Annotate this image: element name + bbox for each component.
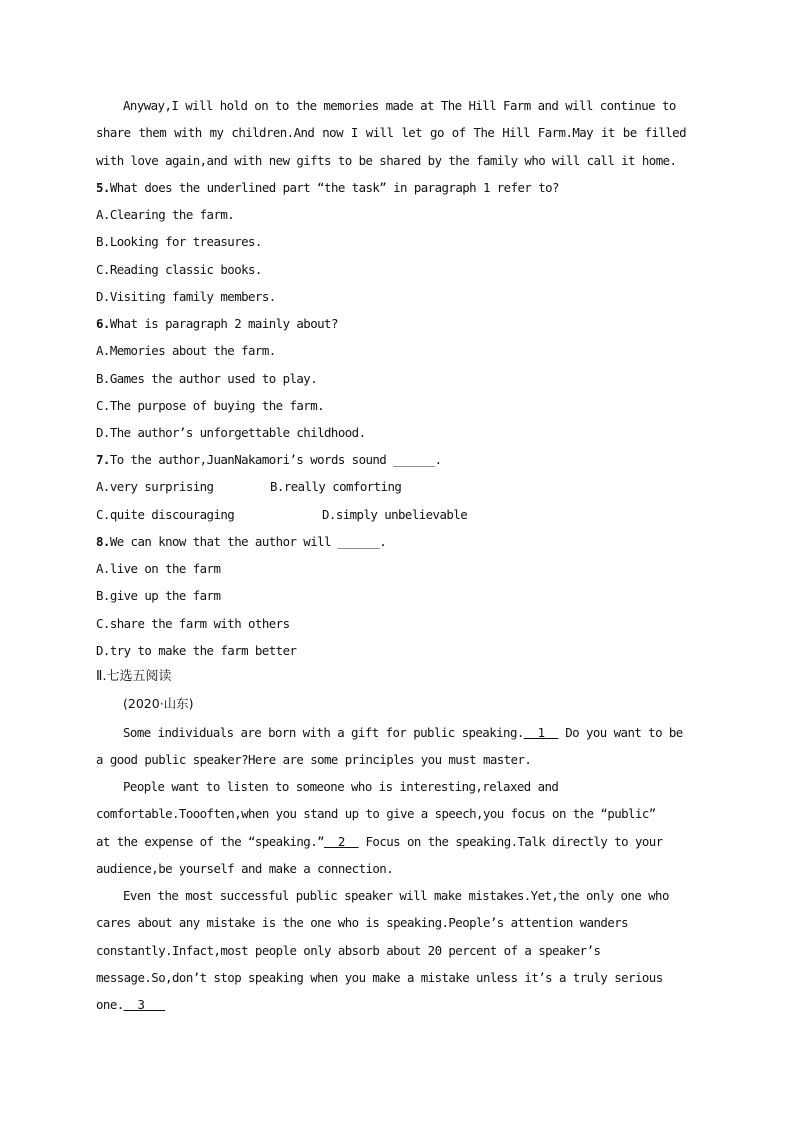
question-stem: To the author,JuanNakamori’s words sound ______.: [109, 452, 442, 467]
question-number: 6.: [96, 316, 110, 331]
paragraph-text: one.: [96, 997, 124, 1012]
passage-line: with love again,and with new gifts to be shared by the family who will call it home.: [96, 153, 677, 168]
question-6: [96, 316, 338, 332]
paragraph-line: [123, 725, 683, 741]
blank-1: 1: [523, 725, 559, 740]
paragraph-line: People want to listen to someone who is interesting,relaxed and: [123, 779, 559, 794]
question-number: 7.: [96, 452, 110, 467]
paragraph-text: Some individuals are born with a gift for public speaking.: [123, 725, 524, 740]
paragraph-line: Even the most successful public speaker will make mistakes.Yet,the only one who: [123, 888, 669, 903]
paragraph-line: [96, 834, 663, 850]
question-number: 5.: [96, 180, 110, 195]
option: D.Visiting family members.: [96, 289, 276, 304]
option: B.give up the farm: [96, 588, 221, 603]
section-title: Ⅱ.七选五阅读: [96, 669, 172, 684]
paragraph-line: a good public speaker?Here are some principles you must master.: [96, 752, 532, 767]
paragraph-line: audience,be yourself and make a connection.: [96, 861, 394, 876]
source-label: (2020·山东): [123, 696, 194, 711]
question-7: [96, 452, 442, 468]
paragraph-line: [96, 997, 165, 1013]
option: C.The purpose of buying the farm.: [96, 398, 325, 413]
blank-2: 2: [324, 834, 359, 849]
option: B.Looking for treasures.: [96, 234, 262, 249]
question-stem: What does the underlined part “the task” in paragraph 1 refer to?: [109, 180, 559, 195]
passage-line: Anyway,I will hold on to the memories made at The Hill Farm and will continue to: [123, 98, 676, 113]
question-stem: We can know that the author will ______.: [109, 534, 387, 549]
option: B.Games the author used to play.: [96, 371, 318, 386]
paragraph-text: Do you want to be: [558, 725, 683, 740]
option: A.Clearing the farm.: [96, 207, 235, 222]
option: B.really comforting: [270, 479, 402, 494]
question-stem: What is paragraph 2 mainly about?: [109, 316, 338, 331]
option: D.try to make the farm better: [96, 643, 297, 658]
question-5: [96, 180, 559, 196]
option: A.live on the farm: [96, 561, 221, 576]
paragraph-line: cares about any mistake is the one who is speaking.People’s attention wanders: [96, 915, 629, 930]
option: D.The author’s unforgettable childhood.: [96, 425, 366, 440]
paragraph-line: constantly.Infact,most people only absorb about 20 percent of a speaker’s: [96, 943, 601, 958]
passage-line: share them with my children.And now I will let go of The Hill Farm.May it be filled: [96, 125, 686, 140]
option: D.simply unbelievable: [322, 507, 468, 522]
paragraph-line: message.So,don’t stop speaking when you make a mistake unless it’s a truly serious: [96, 970, 663, 985]
paragraph-text: Focus on the speaking.Talk directly to your: [358, 834, 663, 849]
option: C.Reading classic books.: [96, 262, 262, 277]
blank-3: 3: [123, 997, 166, 1012]
option: C.share the farm with others: [96, 616, 290, 631]
option: A.very surprising: [96, 479, 214, 494]
option: C.quite discouraging: [96, 507, 235, 522]
option: A.Memories about the farm.: [96, 343, 276, 358]
question-8: [96, 534, 386, 550]
paragraph-text: at the expense of the “speaking.”: [96, 834, 325, 849]
paragraph-line: comfortable.Toooften,when you stand up to give a speech,you focus on the “public”: [96, 806, 656, 821]
question-number: 8.: [96, 534, 110, 549]
